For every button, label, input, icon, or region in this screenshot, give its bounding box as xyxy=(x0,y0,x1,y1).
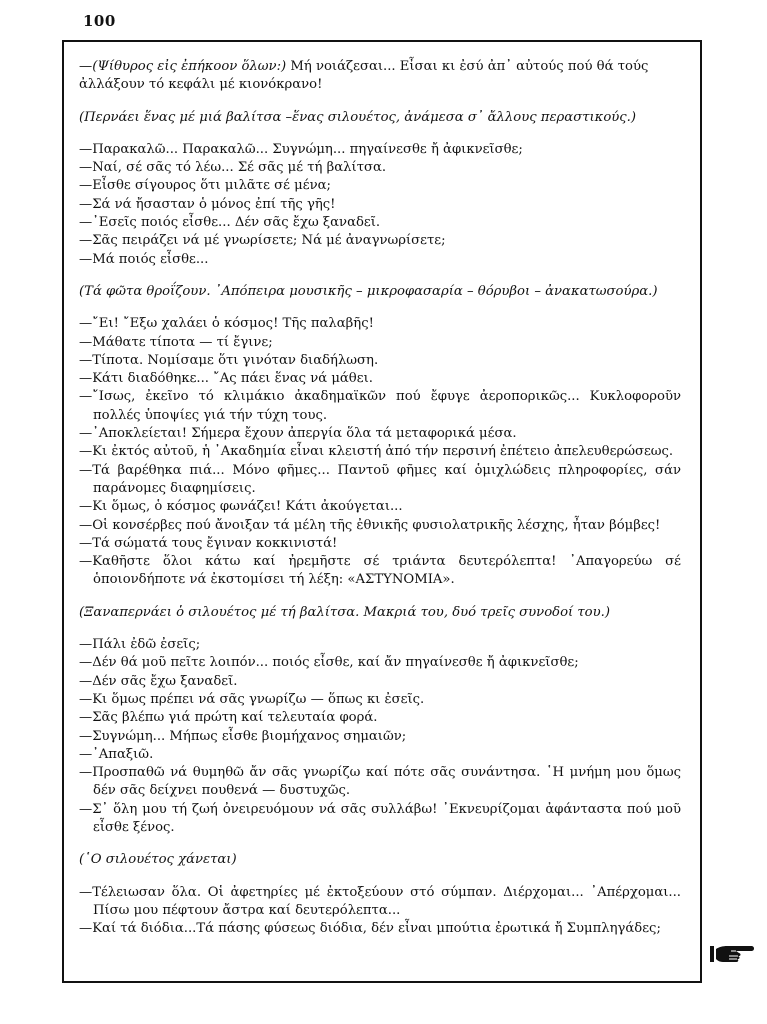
dialogue-line: —Μάθατε τίποτα — τί ἔγινε; xyxy=(79,334,273,350)
page-number: 100 xyxy=(83,12,116,30)
dialogue-text: Μή νοιάζεσαι... Εἶσαι κι ἐσύ ἀπ᾽ αὐτούς πού θά τούς xyxy=(286,59,649,74)
dialogue-line xyxy=(79,58,681,76)
dialogue-line: —Κι ἐκτός αὐτοῦ, ἡ ᾽Ακαδημία εἶναι κλειστή ἀπό τήν περσινή ἐπέτειο ἀπελευθερώσεως. xyxy=(79,444,674,460)
dialogue-line: —Δέν σᾶς ἔχω ξαναδεῖ. xyxy=(79,673,238,689)
dialogue-line: —Τά βαρέθηκα πιά... Μόνο φῆμες... Παντοῦ φῆμες καί ὁμιχλώδεις πληροφορίες, σάν παράνομες διαφημίσεις. xyxy=(79,462,681,496)
dialogue-line: —Εἶσθε σίγουρος ὅτι μιλᾶτε σέ μένα; xyxy=(79,178,331,194)
pointing-hand-icon xyxy=(709,941,755,969)
dialogue-line: —Κάτι διαδόθηκε... ῎Ας πάει ἕνας νά μάθει. xyxy=(79,371,373,387)
dialogue-line: —Ναί, σέ σᾶς τό λέω... Σέ σᾶς μέ τή βαλίτσα. xyxy=(79,160,387,176)
dialogue-line: —Τίποτα. Νομίσαμε ὅτι γινόταν διαδήλωση. xyxy=(79,352,379,368)
dialogue-line: —Παρακαλῶ... Παρακαλῶ... Συγνώμη... πηγαίνεσθε ἤ ἀφικνεῖσθε; xyxy=(79,141,523,157)
dialogue-line: —Πάλι ἐδῶ ἐσεῖς; xyxy=(79,637,201,653)
stage-direction: (Περνάει ἕνας μέ μιά βαλίτσα –ἕνας σιλουέτος, ἀνάμεσα σ᾽ ἄλλους περαστικούς.) xyxy=(79,109,636,125)
dialogue-line: —Μά ποιός εἶσθε... xyxy=(79,251,209,267)
page-body xyxy=(79,58,681,938)
dialogue-line: —᾽Απαξιῶ. xyxy=(79,746,154,762)
dialogue-line: —῎Ισως, ἐκεῖνο τό κλιμάκιο ἀκαδημαϊκῶν πού ἔφυγε ἀεροπορικῶς... Κυκλοφοροῦν πολλές ὑποψίες γιά τήν τύχη τους. xyxy=(79,389,681,423)
dialogue-line: —Δέν θά μοῦ πεῖτε λοιπόν... ποιός εἶσθε, καί ἄν πηγαίνεσθε ἤ ἀφικνεῖσθε; xyxy=(79,655,579,671)
dialogue-line: —Τέλειωσαν ὅλα. Οἱ ἀφετηρίες μέ ἐκτοξεύουν στό σύμπαν. Διέρχομαι... ᾽Απέρχομαι... Πίσω μου πέφτουν ἄστρα καί δευτερόλεπτα... xyxy=(79,884,681,918)
stage-direction: (῾Ο σιλουέτος χάνεται) xyxy=(79,852,237,868)
dialogue-line: —Καθῆστε ὅλοι κάτω καί ἠρεμῆστε σέ τριάντα δευτερόλεπτα! ᾽Απαγορεύω σέ ὁποιονδήποτε νά ἐκστομίσει τή λέξη: «ΑΣΤΥΝΟΜΙΑ». xyxy=(79,554,681,588)
dialogue-line: ἀλλάξουν τό κεφάλι μέ κιονόκρανο! xyxy=(79,77,323,93)
dialogue-line: —Σᾶς βλέπω γιά πρώτη καί τελευταία φορά. xyxy=(79,710,378,726)
dialogue-line: —Σ᾽ ὅλη μου τή ζωή ὀνειρευόμουν νά σᾶς συλλάβω! ᾽Εκνευρίζομαι ἀφάνταστα πού μοῦ εἶσθε ξένος. xyxy=(79,801,681,835)
dialogue-line: —᾽Εσεῖς ποιός εἶσθε... Δέν σᾶς ἔχω ξαναδεῖ. xyxy=(79,215,381,231)
stage-direction: (Ξαναπερνάει ὁ σιλουέτος μέ τή βαλίτσα. Μακριά του, δυό τρεῖς συνοδοί του.) xyxy=(79,604,610,620)
dialogue-line: —Σά νά ἤσασταν ὁ μόνος ἐπί τῆς γῆς! xyxy=(79,196,336,212)
dialogue-line: —Προσπαθῶ νά θυμηθῶ ἄν σᾶς γνωρίζω καί πότε σᾶς συνάντησα. ῾Η μνήμη μου ὅμως δέν σᾶς δείχνει πουθενά — δυστυχῶς. xyxy=(79,765,681,799)
dialogue-line: —Καί τά διόδια...Τά πάσης φύσεως διόδια, δέν εἶναι μπούτια ἐρωτικά ἤ Συμπληγάδες; xyxy=(79,921,661,937)
dialogue-line: —᾽Αποκλείεται! Σήμερα ἔχουν ἀπεργία ὅλα τά μεταφορικά μέσα. xyxy=(79,426,517,442)
dialogue-line: —Κι ὅμως πρέπει νά σᾶς γνωρίζω — ὅπως κι ἐσεῖς. xyxy=(79,691,425,707)
dialogue-line: —Σᾶς πειράζει νά μέ γνωρίσετε; Νά μέ ἀναγνωρίσετε; xyxy=(79,233,446,249)
dialogue-line: —Οἱ κονσέρβες πού ἄνοιξαν τά μέλη τῆς ἐθνικῆς φυσιολατρικῆς λέσχης, ἦταν βόμβες! xyxy=(79,517,661,533)
stage-direction: (Τά φῶτα θροΐζουν. ᾽Απόπειρα μουσικῆς – μικροφασαρία – θόρυβοι – ἀνακατωσούρα.) xyxy=(79,283,658,299)
dialogue-line: —Συγνώμη... Μήπως εἶσθε βιομήχανος σημαιῶν; xyxy=(79,728,407,744)
dialogue-line: —῎Ει! ῎Εξω χαλάει ὁ κόσμος! Τῆς παλαβῆς! xyxy=(79,316,374,332)
stage-direction-inline: —(Ψίθυρος εἰς ἐπήκοον ὅλων:) xyxy=(79,59,287,74)
dialogue-line: —Κι ὅμως, ὁ κόσμος φωνάζει! Κάτι ἀκούγεται... xyxy=(79,499,403,515)
dialogue-line: —Τά σώματά τους ἔγιναν κοκκινιστά! xyxy=(79,535,338,551)
